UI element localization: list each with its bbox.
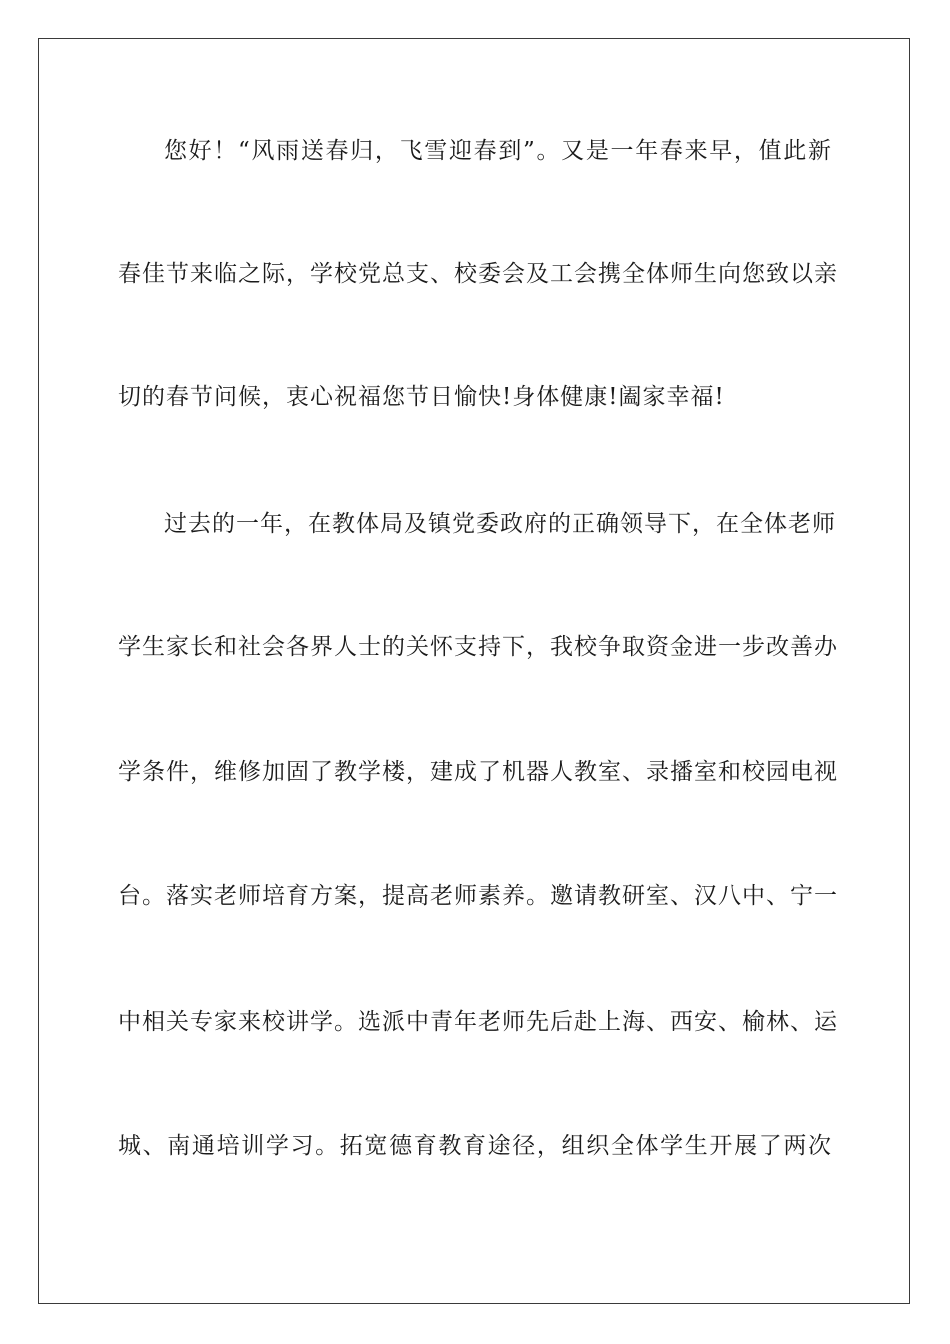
paragraph-2-line-4: 台。落实老师培育方案，提高老师素养。邀请教研室、汉八中、宁一 <box>118 883 838 909</box>
paragraph-1-line-1: 您好！“风雨送春归，飞雪迎春到”。又是一年春来早，值此新 <box>164 138 832 164</box>
paragraph-2-line-5: 中相关专家来校讲学。选派中青年老师先后赴上海、西安、榆林、运 <box>118 1009 838 1035</box>
paragraph-2-line-3: 学条件，维修加固了教学楼，建成了机器人教室、录播室和校园电视 <box>118 759 838 785</box>
paragraph-2-line-1: 过去的一年，在教体局及镇党委政府的正确领导下，在全体老师 <box>164 511 836 537</box>
paragraph-1-line-2: 春佳节来临之际，学校党总支、校委会及工会携全体师生向您致以亲 <box>118 261 838 287</box>
paragraph-1-line-3: 切的春节问候，衷心祝福您节日愉快!身体健康!阖家幸福! <box>118 384 725 410</box>
page-border <box>38 38 910 1304</box>
paragraph-2-line-6: 城、南通培训学习。拓宽德育教育途径，组织全体学生开展了两次 <box>118 1133 832 1159</box>
paragraph-2-line-2: 学生家长和社会各界人士的关怀支持下，我校争取资金进一步改善办 <box>118 634 838 660</box>
